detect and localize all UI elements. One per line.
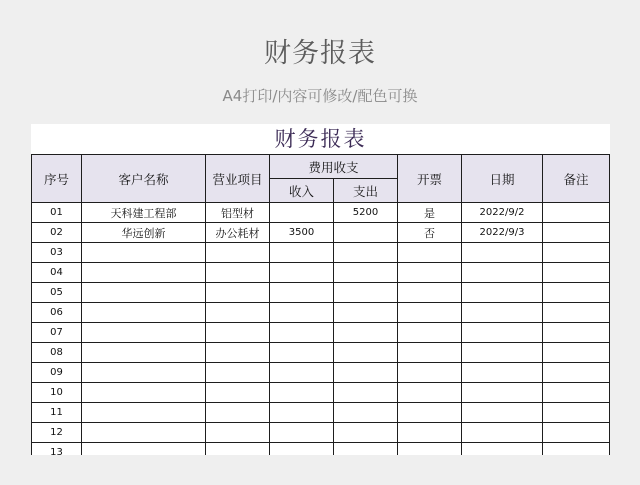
cell-seq[interactable]: 12 (32, 423, 82, 443)
table-row (32, 403, 610, 423)
header-client: 客户名称 (82, 155, 206, 203)
cell-invoice[interactable] (398, 343, 462, 363)
cell-seq[interactable]: 13 (32, 443, 82, 456)
header-project: 营业项目 (206, 155, 270, 203)
cell-date[interactable] (462, 283, 543, 303)
table-row (32, 343, 610, 363)
cell-invoice[interactable] (398, 363, 462, 383)
cell-date[interactable]: 2022/9/2 (462, 203, 543, 223)
cell-remarks[interactable] (543, 243, 610, 263)
cell-expense[interactable] (334, 383, 398, 403)
cell-project[interactable] (206, 243, 270, 263)
cell-client[interactable]: 华远创新 (82, 223, 206, 243)
cell-invoice[interactable] (398, 263, 462, 283)
table-row (32, 423, 610, 443)
cell-expense[interactable] (334, 403, 398, 423)
cell-client[interactable] (82, 423, 206, 443)
cell-client[interactable] (82, 343, 206, 363)
cell-project[interactable] (206, 263, 270, 283)
cell-invoice[interactable] (398, 303, 462, 323)
cell-invoice[interactable] (398, 283, 462, 303)
cell-expense[interactable] (334, 243, 398, 263)
cell-income[interactable] (270, 443, 334, 456)
cell-remarks[interactable] (543, 363, 610, 383)
cell-client[interactable] (82, 363, 206, 383)
cell-invoice[interactable] (398, 403, 462, 423)
table-body (32, 203, 610, 456)
cell-date[interactable] (462, 403, 543, 423)
cell-seq[interactable]: 04 (32, 263, 82, 283)
table-row (32, 303, 610, 323)
cell-remarks[interactable] (543, 423, 610, 443)
cell-seq[interactable]: 07 (32, 323, 82, 343)
cell-client[interactable] (82, 243, 206, 263)
cell-remarks[interactable] (543, 223, 610, 243)
finance-table (31, 154, 610, 455)
table-row (32, 243, 610, 263)
cell-date[interactable] (462, 443, 543, 456)
cell-project[interactable]: 铝型材 (206, 203, 270, 223)
cell-date[interactable] (462, 423, 543, 443)
cell-seq[interactable]: 03 (32, 243, 82, 263)
cell-date[interactable] (462, 303, 543, 323)
cell-invoice[interactable] (398, 383, 462, 403)
header-seq: 序号 (32, 155, 82, 203)
cell-expense[interactable] (334, 363, 398, 383)
cell-project[interactable] (206, 363, 270, 383)
cell-invoice[interactable] (398, 323, 462, 343)
table-row (32, 443, 610, 456)
cell-invoice[interactable] (398, 423, 462, 443)
report-sheet (31, 124, 610, 455)
cell-seq[interactable]: 01 (32, 203, 82, 223)
cell-income[interactable] (270, 283, 334, 303)
cell-seq[interactable]: 02 (32, 223, 82, 243)
header-remarks: 备注 (543, 155, 610, 203)
cell-remarks[interactable] (543, 343, 610, 363)
cell-seq[interactable]: 10 (32, 383, 82, 403)
cell-invoice[interactable] (398, 443, 462, 456)
table-row (32, 363, 610, 383)
cell-expense[interactable] (334, 283, 398, 303)
cell-expense[interactable] (334, 343, 398, 363)
cell-project[interactable] (206, 343, 270, 363)
table-row (32, 283, 610, 303)
cell-project[interactable] (206, 423, 270, 443)
cell-remarks[interactable] (543, 263, 610, 283)
cell-expense[interactable] (334, 423, 398, 443)
cell-client[interactable] (82, 403, 206, 423)
cell-expense[interactable] (334, 223, 398, 243)
table-row (32, 383, 610, 403)
cell-date[interactable] (462, 263, 543, 283)
cell-income[interactable] (270, 343, 334, 363)
cell-expense[interactable] (334, 443, 398, 456)
table-row (32, 263, 610, 283)
sheet-title: 财务报表 (274, 127, 367, 151)
cell-date[interactable] (462, 243, 543, 263)
cell-remarks[interactable] (543, 323, 610, 343)
cell-client[interactable] (82, 383, 206, 403)
cell-expense[interactable]: 5200 (334, 203, 398, 223)
cell-remarks[interactable] (543, 443, 610, 456)
cell-date[interactable] (462, 343, 543, 363)
header-income: 收入 (270, 179, 334, 203)
cell-income[interactable] (270, 263, 334, 283)
cell-invoice[interactable] (398, 243, 462, 263)
cell-income[interactable] (270, 403, 334, 423)
cell-seq[interactable]: 06 (32, 303, 82, 323)
table-header (32, 155, 610, 203)
cell-remarks[interactable] (543, 403, 610, 423)
cell-income[interactable] (270, 243, 334, 263)
cell-expense[interactable] (334, 263, 398, 283)
cell-expense[interactable] (334, 303, 398, 323)
cell-seq[interactable]: 08 (32, 343, 82, 363)
cell-invoice[interactable]: 否 (398, 223, 462, 243)
cell-seq[interactable]: 09 (32, 363, 82, 383)
header-expense: 支出 (334, 179, 398, 203)
cell-project[interactable] (206, 403, 270, 423)
cell-remarks[interactable] (543, 283, 610, 303)
cell-client[interactable] (82, 443, 206, 456)
cell-income[interactable] (270, 203, 334, 223)
cell-project[interactable] (206, 303, 270, 323)
cell-client[interactable] (82, 263, 206, 283)
table-row (32, 223, 610, 243)
cell-client[interactable] (82, 303, 206, 323)
cell-seq[interactable]: 05 (32, 283, 82, 303)
page-subtitle: A4打印/内容可修改/配色可换 (222, 87, 418, 105)
cell-client[interactable]: 天科建工程部 (82, 203, 206, 223)
cell-expense[interactable] (334, 323, 398, 343)
cell-remarks[interactable] (543, 303, 610, 323)
cell-income[interactable] (270, 423, 334, 443)
cell-date[interactable] (462, 323, 543, 343)
cell-income[interactable] (270, 303, 334, 323)
cell-project[interactable] (206, 383, 270, 403)
cell-project[interactable] (206, 323, 270, 343)
table-row (32, 323, 610, 343)
cell-project[interactable] (206, 443, 270, 456)
cell-income[interactable] (270, 323, 334, 343)
cell-invoice[interactable]: 是 (398, 203, 462, 223)
cell-income[interactable]: 3500 (270, 223, 334, 243)
header-invoice: 开票 (398, 155, 462, 203)
cell-income[interactable] (270, 363, 334, 383)
cell-seq[interactable]: 11 (32, 403, 82, 423)
cell-client[interactable] (82, 283, 206, 303)
header-date: 日期 (462, 155, 543, 203)
page-title: 财务报表 (264, 38, 376, 69)
cell-client[interactable] (82, 323, 206, 343)
cell-date[interactable] (462, 363, 543, 383)
cell-income[interactable] (270, 383, 334, 403)
header-finance-group: 费用收支 (270, 155, 398, 179)
cell-remarks[interactable] (543, 383, 610, 403)
cell-date[interactable]: 2022/9/3 (462, 223, 543, 243)
cell-remarks[interactable] (543, 203, 610, 223)
cell-project[interactable]: 办公耗材 (206, 223, 270, 243)
table-row (32, 203, 610, 223)
cell-project[interactable] (206, 283, 270, 303)
cell-date[interactable] (462, 383, 543, 403)
